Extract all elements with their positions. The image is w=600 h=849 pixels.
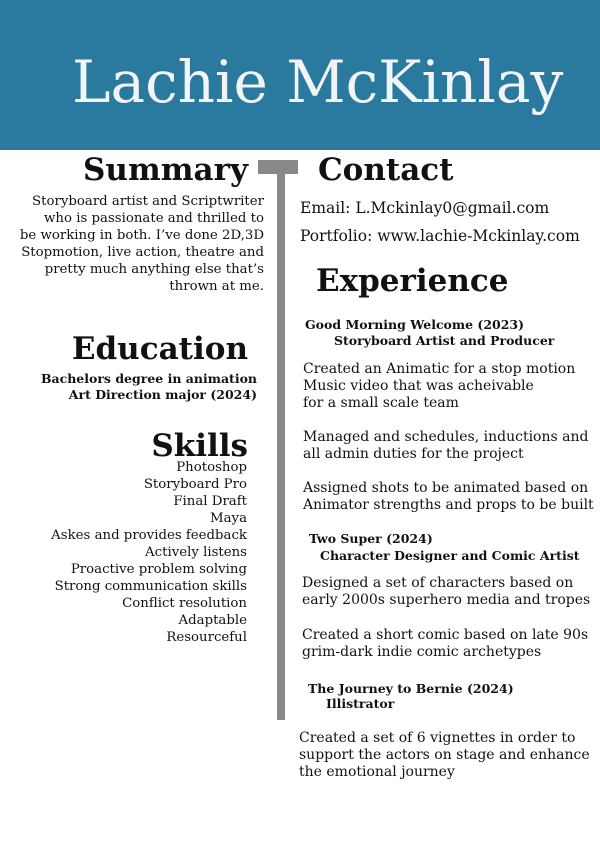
divider-bar-vertical [277,160,285,720]
skills-list: Photoshop Storyboard Pro Final Draft Maya Askes and provides feedback Actively listens Proactive problem solving Strong communication skills Conflict resolution Adaptable Resourceful [51,460,247,645]
contact-portfolio: Portfolio: www.lachie-Mckinlay.com [300,227,580,245]
education-text: Bachelors degree in animation Art Direction major (2024) [40,371,257,402]
job-title: Good Morning Welcome (2023) [305,317,525,332]
job-point: Created a short comic based on late 90s grim-dark indie comic archetypes [302,627,589,660]
candidate-name: Lachie McKinlay [72,48,564,116]
contact-heading: Contact [318,152,454,188]
experience-heading: Experience [316,263,509,299]
job-title: The Journey to Bernie (2024) [308,681,514,696]
job-point: Designed a set of characters based on early 2000s superhero media and tropes [302,575,591,608]
skills-heading: Skills [151,428,248,464]
job-point: Managed and schedules, inductions and all admin duties for the project [303,429,589,462]
header-banner [0,0,600,150]
summary-heading: Summary [83,152,248,188]
job-role: Illistrator [326,696,395,711]
job-role: Character Designer and Comic Artist [320,548,580,563]
job-point: Created a set of 6 vignettes in order to support the actors on stage and enhance the emotional journey [299,730,590,780]
contact-email: Email: L.Mckinlay0@gmail.com [300,199,550,217]
job-role: Storyboard Artist and Producer [334,333,555,348]
job-point: Created an Animatic for a stop motion Music video that was acheivable for a small scale team [303,361,576,411]
summary-text: Storyboard artist and Scriptwriter who is passionate and thrilled to be working in both. I’ve done 2D,3D Stopmotion, live action, theatre and pretty much anything else that’s thrown at me. [19,194,264,294]
job-title: Two Super (2024) [309,531,433,546]
job-point: Assigned shots to be animated based on Animator strengths and props to be built [303,480,594,513]
education-heading: Education [71,331,248,367]
